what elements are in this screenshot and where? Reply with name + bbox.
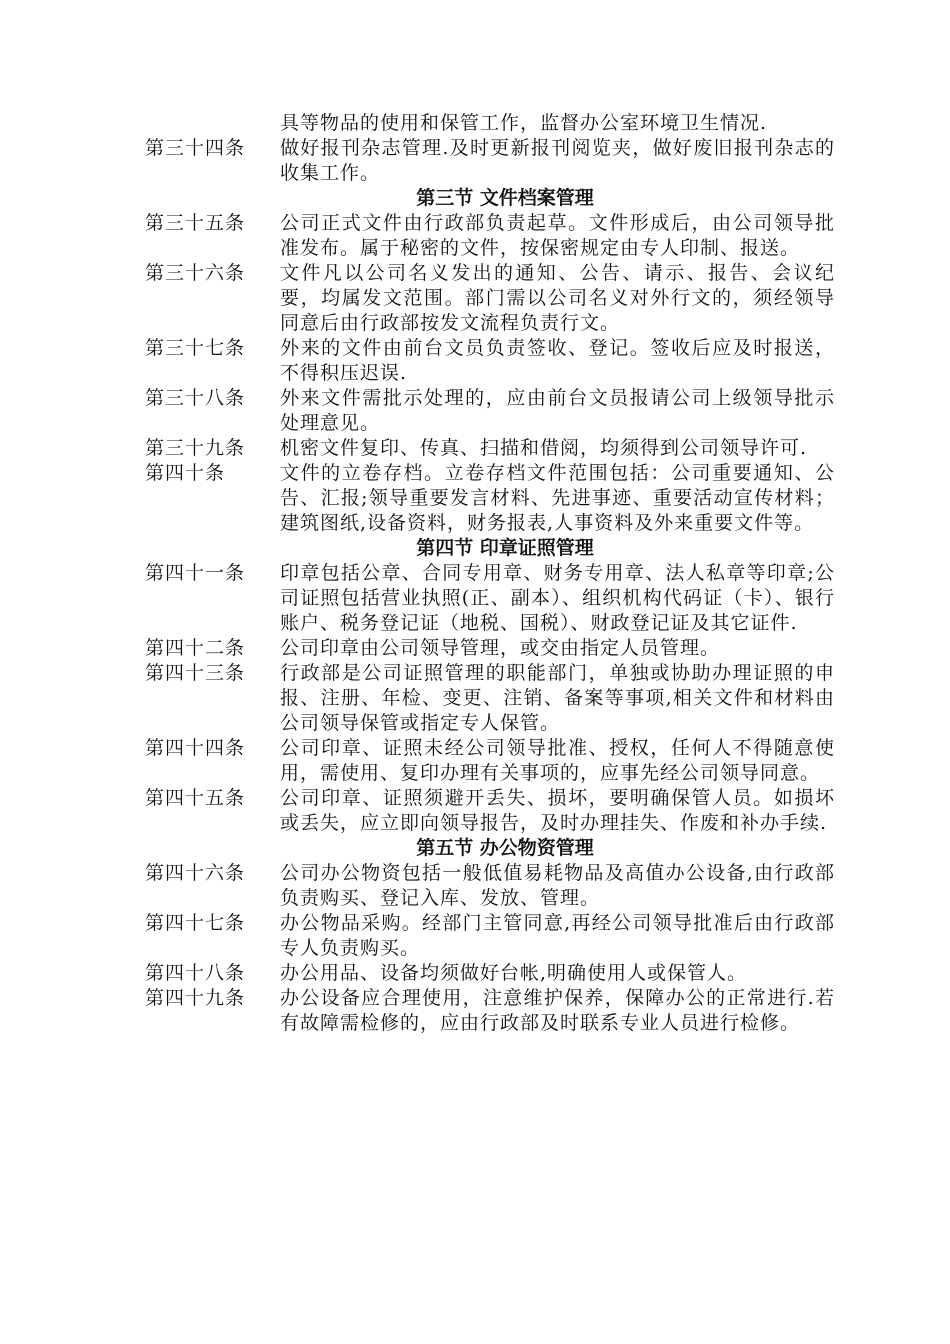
article-number: 第三十六条 <box>145 262 246 284</box>
article-text: 外来的文件由前台文员负责签收、登记。签收后应及时报送，不得积压迟误. <box>280 337 835 384</box>
article-paragraph <box>145 211 835 261</box>
article-number: 第四十九条 <box>145 987 246 1009</box>
article-paragraph <box>145 786 835 836</box>
article-number: 第三十五条 <box>145 212 246 234</box>
article-paragraph <box>145 261 835 336</box>
article-text: 办公物品采购。经部门主管同意,再经公司领导批准后由行政部专人负责购买。 <box>280 912 835 959</box>
article-number: 第三十七条 <box>145 337 246 359</box>
article-text: 公司印章、证照未经公司领导批准、授权，任何人不得随意使用，需使用、复印办理有关事项的，应事先经公司领导同意。 <box>280 737 835 784</box>
paragraph-text: 具等物品的使用和保管工作，监督办公室环境卫生情况. <box>280 112 768 134</box>
article-paragraph <box>145 436 835 461</box>
article-number: 第三十九条 <box>145 437 246 459</box>
article-paragraph <box>145 736 835 786</box>
article-text: 做好报刊杂志管理.及时更新报刊阅览夹，做好废旧报刊杂志的收集工作。 <box>280 137 835 184</box>
article-text: 文件凡以公司名义发出的通知、公告、请示、报告、会议纪要，均属发文范围。部门需以公司名义对外行文的，须经领导同意后由行政部按发文流程负责行文。 <box>280 262 835 334</box>
article-text: 办公设备应合理使用，注意维护保养，保障办公的正常进行.若有故障需检修的，应由行政部及时联系专业人员进行检修。 <box>280 987 835 1034</box>
article-text: 机密文件复印、传真、扫描和借阅，均须得到公司领导许可. <box>280 437 808 459</box>
article-text: 公司印章由公司领导管理，或交由指定人员管理。 <box>280 637 721 659</box>
article-text: 公司办公物资包括一般低值易耗物品及高值办公设备,由行政部负责购买、登记入库、发放、管理。 <box>280 862 835 909</box>
article-paragraph <box>145 386 835 436</box>
article-text: 外来文件需批示处理的，应由前台文员报请公司上级领导批示处理意见。 <box>280 387 835 434</box>
article-text: 印章包括公章、合同专用章、财务专用章、法人私章等印章;公司证照包括营业执照(正、副本）、组织机构代码证（卡）、银行账户、税务登记证（地税、国税）、财政登记证及其它证件. <box>280 562 835 634</box>
article-number: 第四十三条 <box>145 662 246 684</box>
article-number: 第四十一条 <box>145 562 246 584</box>
section-heading: 第五节 办公物资管理 <box>416 837 594 859</box>
article-paragraph <box>145 961 835 986</box>
section-heading: 第四节 印章证照管理 <box>416 537 594 559</box>
article-paragraph <box>145 986 835 1036</box>
article-paragraph <box>145 136 835 186</box>
article-number: 第四十七条 <box>145 912 246 934</box>
article-paragraph <box>145 461 835 536</box>
article-number: 第三十八条 <box>145 387 246 409</box>
article-paragraph <box>145 336 835 386</box>
section-heading: 第三节 文件档案管理 <box>416 187 594 209</box>
article-text: 文件的立卷存档。立卷存档文件范围包括：公司重要通知、公告、汇报;领导重要发言材料、先进事迹、重要活动宣传材料；建筑图纸,设备资料，财务报表,人事资料及外来重要文件等。 <box>280 462 835 534</box>
article-paragraph <box>145 861 835 911</box>
article-number: 第四十四条 <box>145 737 246 759</box>
continuation-paragraph <box>145 111 835 136</box>
article-text: 公司印章、证照须避开丢失、损坏，要明确保管人员。如损坏或丢失，应立即向领导报告，及时办理挂失、作废和补办手续. <box>280 787 835 834</box>
document-body <box>145 111 835 1036</box>
article-paragraph <box>145 561 835 636</box>
article-number: 第三十四条 <box>145 137 246 159</box>
article-number: 第四十条 <box>145 462 226 484</box>
article-number: 第四十二条 <box>145 637 246 659</box>
article-text: 行政部是公司证照管理的职能部门，单独或协助办理证照的申报、注册、年检、变更、注销、备案等事项,相关文件和材料由公司领导保管或指定专人保管。 <box>280 662 835 734</box>
article-text: 公司正式文件由行政部负责起草。文件形成后，由公司领导批准发布。属于秘密的文件，按保密规定由专人印制、报送。 <box>280 212 835 259</box>
article-number: 第四十八条 <box>145 962 246 984</box>
article-number: 第四十五条 <box>145 787 246 809</box>
article-paragraph <box>145 911 835 961</box>
article-number: 第四十六条 <box>145 862 246 884</box>
article-paragraph <box>145 661 835 736</box>
article-paragraph <box>145 636 835 661</box>
article-text: 办公用品、设备均须做好台帐,明确使用人或保管人。 <box>280 962 748 984</box>
